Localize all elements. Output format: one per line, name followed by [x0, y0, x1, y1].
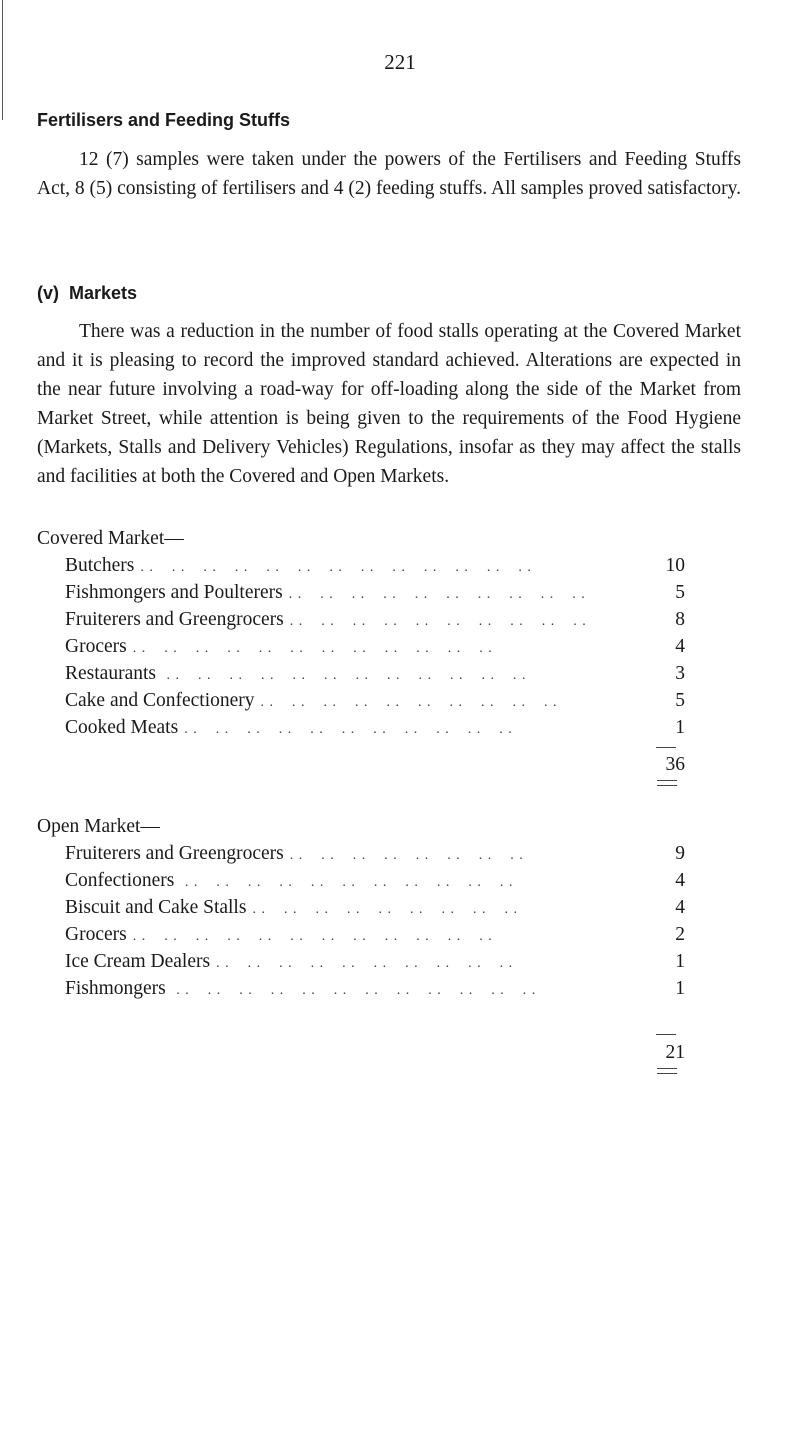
stall-count: 1 — [675, 951, 685, 972]
dot-leader: . . . . . . . . . . . . . . . . . . — [252, 902, 518, 917]
list-item — [65, 636, 685, 663]
list-item — [65, 978, 685, 1005]
stall-type: Fishmongers — [65, 978, 166, 999]
stall-count: 5 — [675, 582, 685, 603]
stall-type: Grocers — [65, 924, 127, 945]
list-item — [65, 843, 685, 870]
list-item — [65, 663, 685, 690]
stall-type: Fruiterers and Greengrocers — [65, 843, 284, 864]
stall-type: Restaurants — [65, 663, 156, 684]
covered-market-title: Covered Market— — [37, 528, 184, 549]
subtotal-rule — [656, 747, 676, 748]
dot-leader: . . . . . . . . . . . . . . . . . . . . — [260, 695, 558, 710]
dot-leader: . . . . . . . . . . . . . . . . . . . . — [288, 587, 586, 602]
fertilisers-heading: Fertilisers and Feeding Stuffs — [37, 110, 291, 130]
list-item — [65, 690, 685, 717]
dot-leader: . . . . . . . . . . . . . . . . . . . . . . . . . . — [140, 560, 532, 575]
stall-count: 8 — [675, 609, 685, 630]
list-item — [65, 582, 685, 609]
total-double-rule — [657, 1068, 677, 1074]
list-item — [65, 555, 685, 582]
stall-count: 4 — [675, 897, 685, 918]
open-market-total: 21 — [665, 1042, 685, 1063]
dot-leader: . . . . . . . . . . . . . . . . . . . . — [289, 614, 587, 629]
stall-type: Butchers — [65, 555, 135, 576]
dot-leader: . . . . . . . . . . . . . . . . . . . . . . . . — [132, 641, 493, 656]
dot-leader: . . . . . . . . . . . . . . . . . . . . . . . . — [132, 929, 493, 944]
markets-paragraph: There was a reduction in the number of food stalls operating at the Covered Market and it is pleasing to record the improved standard achieved. Alterations are expected in the near future involving a road-way for off-loading along the side of the Market from Market Street, while attention is being given to the requirements of the Food Hygiene (Markets, Stalls and Delivery Vehicles) Regulations, insofar as they may affect the stalls and facilities at both the Covered and Open Markets. — [37, 321, 741, 487]
page-number: 221 — [384, 50, 416, 74]
stall-count: 2 — [675, 924, 685, 945]
total-double-rule — [657, 780, 677, 786]
stall-count: 4 — [675, 636, 685, 657]
fertilisers-paragraph: 12 (7) samples were taken under the powers of the Fertilisers and Feeding Stuffs Act, 8 (5) consisting of fertilisers and 4 (2) feeding stuffs. All samples proved satisfactory. — [37, 149, 742, 199]
dot-leader: . . . . . . . . . . . . . . . . . . . . . . . . — [161, 668, 527, 683]
stall-type: Biscuit and Cake Stalls — [65, 897, 247, 918]
list-item — [65, 897, 685, 924]
open-market-list — [65, 843, 685, 1005]
stall-count: 4 — [675, 870, 685, 891]
stall-type: Fishmongers and Poulterers — [65, 582, 283, 603]
stall-count: 1 — [675, 717, 685, 738]
stall-count: 3 — [675, 663, 685, 684]
list-item — [65, 951, 685, 978]
markets-section-number: (v) — [37, 283, 59, 303]
stall-count: 9 — [675, 843, 685, 864]
stall-type: Ice Cream Dealers — [65, 951, 211, 972]
list-item — [65, 870, 685, 897]
dot-leader: . . . . . . . . . . . . . . . . . . . . . . — [180, 875, 514, 890]
stall-type: Cooked Meats — [65, 717, 179, 738]
stall-type: Fruiterers and Greengrocers — [65, 609, 284, 630]
stall-type: Confectioners — [65, 870, 175, 891]
covered-market-total: 36 — [665, 754, 685, 775]
stall-count: 10 — [665, 555, 685, 576]
dot-leader: . . . . . . . . . . . . . . . . . . . . — [216, 956, 514, 971]
stall-type: Grocers — [65, 636, 127, 657]
stall-count: 1 — [675, 978, 685, 999]
list-item — [65, 717, 685, 744]
dot-leader: . . . . . . . . . . . . . . . . . . . . . . . . — [171, 983, 537, 998]
dot-leader: . . . . . . . . . . . . . . . . — [289, 848, 524, 863]
subtotal-rule — [656, 1034, 676, 1035]
list-item — [65, 609, 685, 636]
stall-count: 5 — [675, 690, 685, 711]
covered-market-list — [65, 555, 685, 744]
dot-leader: . . . . . . . . . . . . . . . . . . . . . . — [184, 722, 513, 737]
markets-heading-text: Markets — [69, 283, 138, 303]
markets-heading — [37, 283, 137, 304]
list-item — [65, 924, 685, 951]
open-market-title: Open Market— — [37, 816, 160, 837]
stall-type: Cake and Confectionery — [65, 690, 255, 711]
